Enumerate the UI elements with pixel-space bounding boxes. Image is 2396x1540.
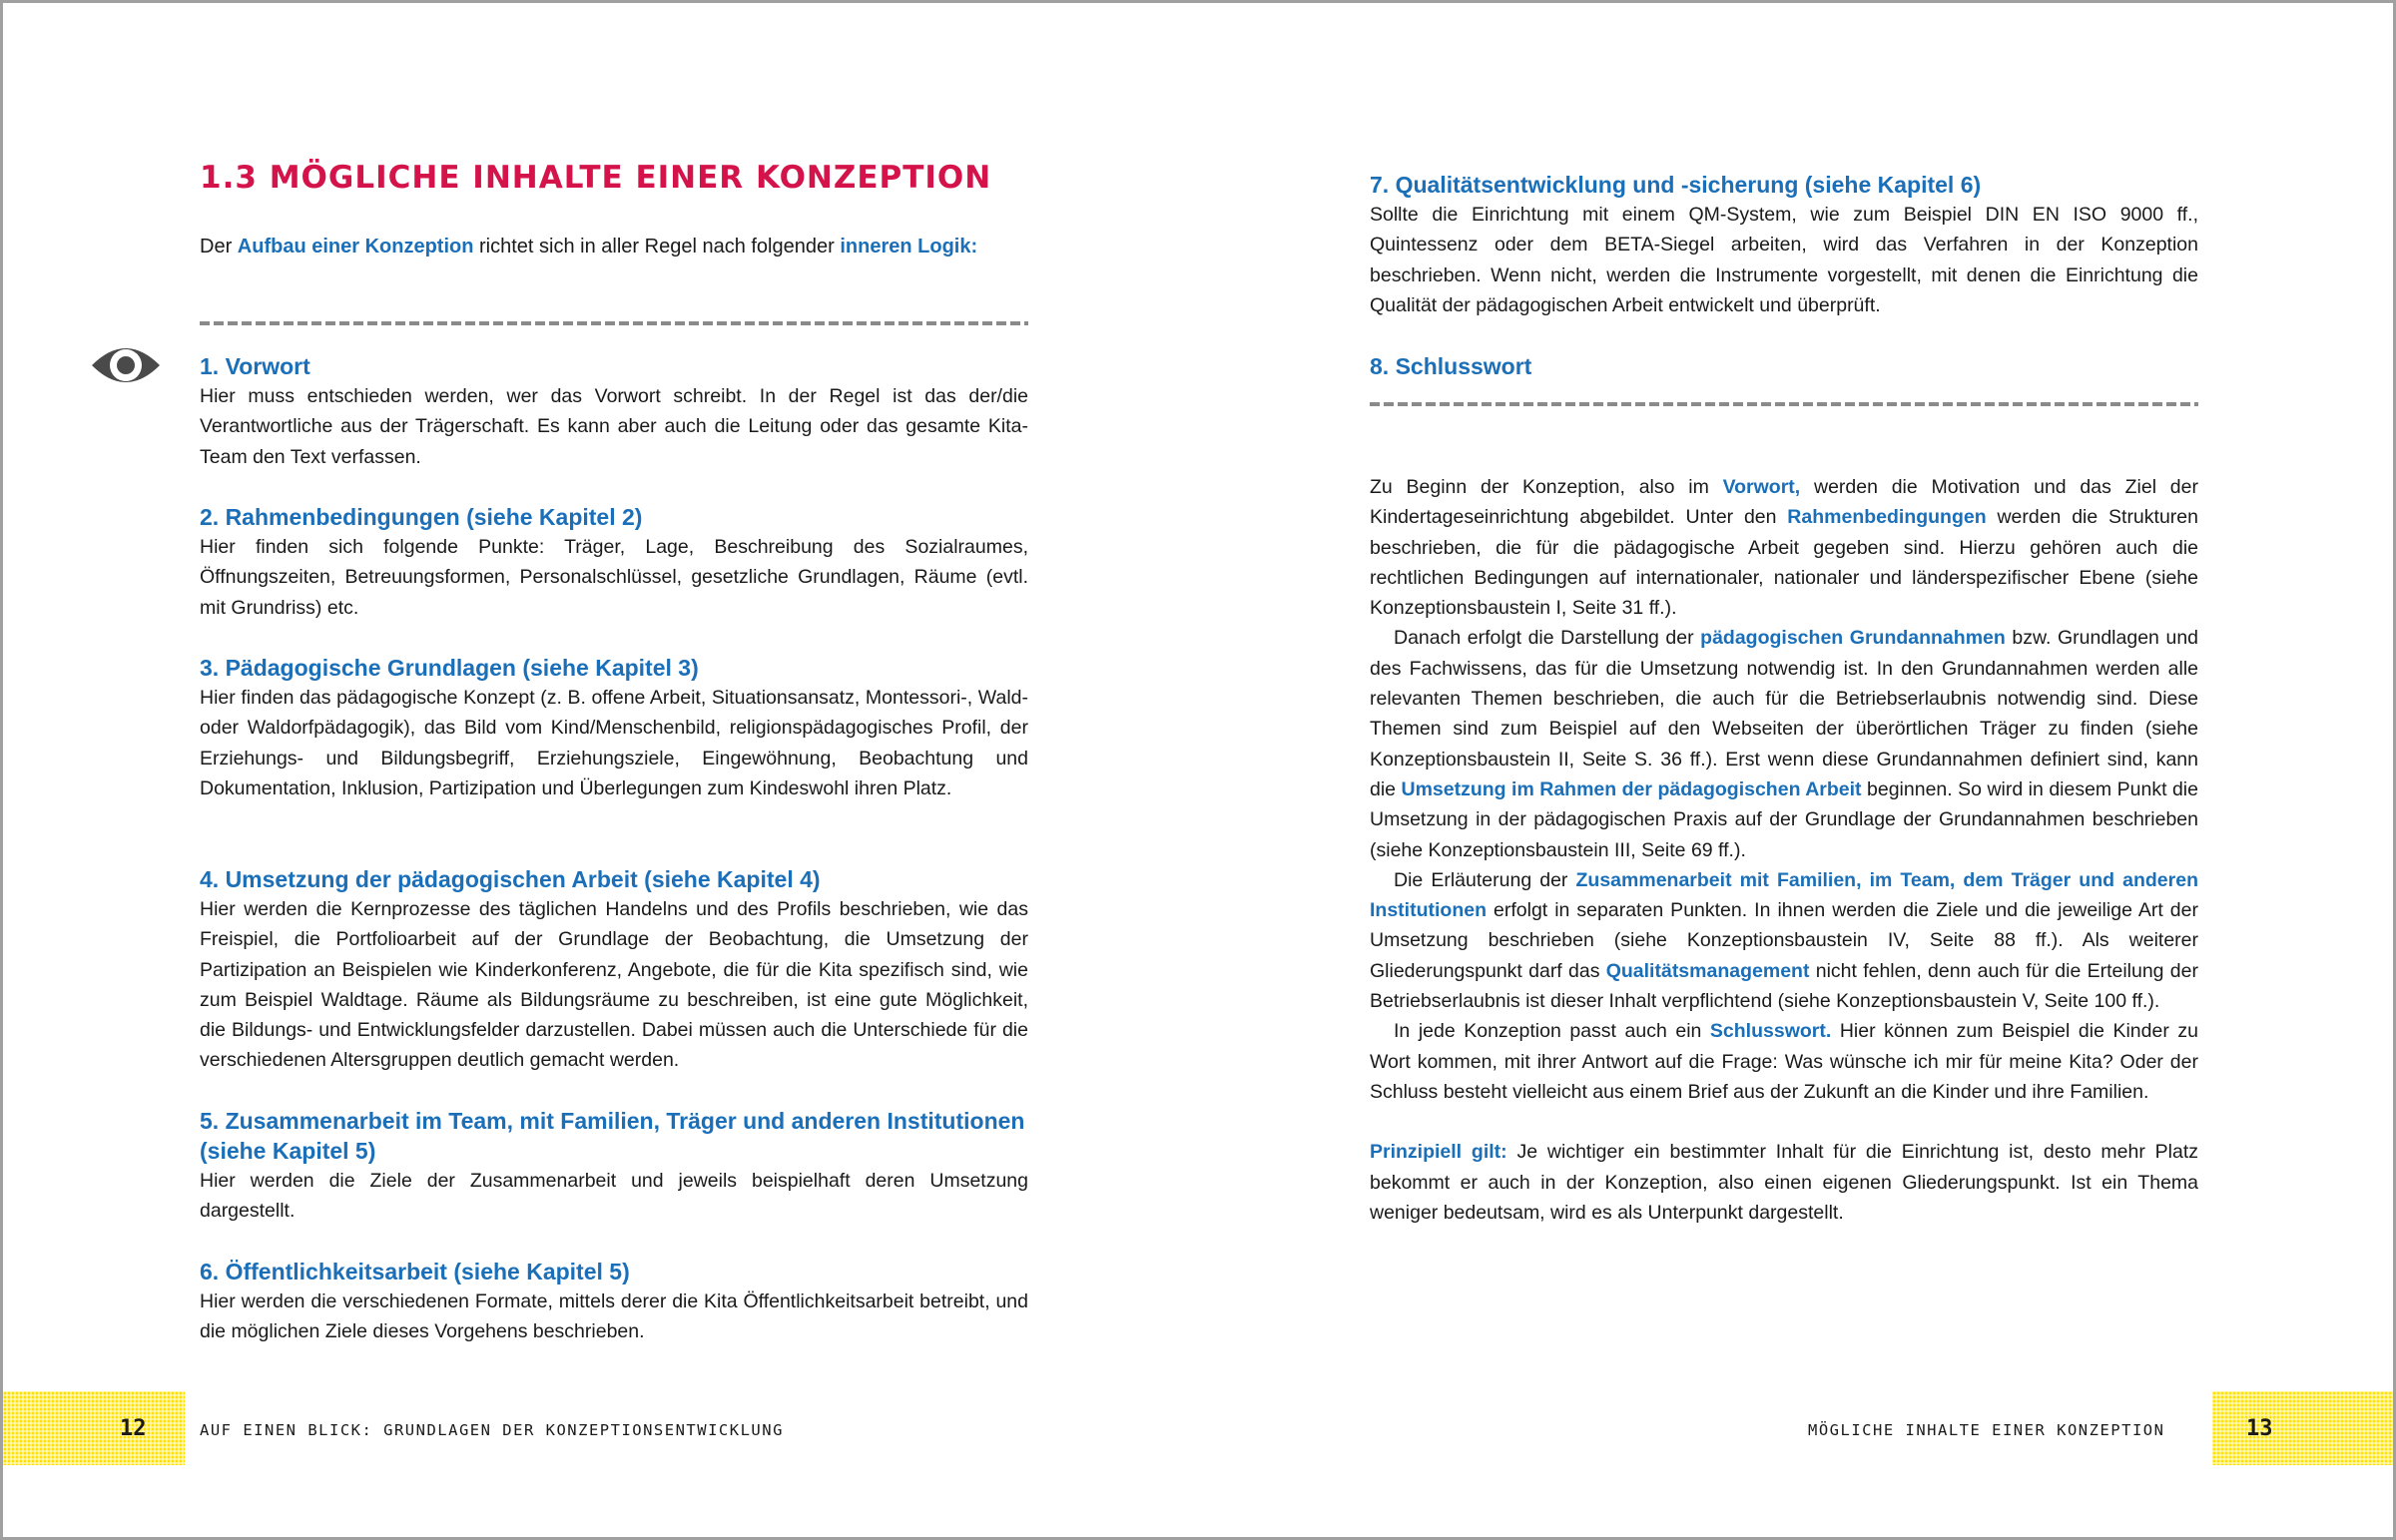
section-body: Hier werden die Kernprozesse des täglichen Handelns und des Profils beschrieben, wie das Freispiel, die Portfolioarbeit auf der Grundlage der Beobachtung, die Umsetzung der Partizipation an Beispielen wie Kinderkonferenz, Angebote, die für die Kita spezifisch sind, wie zum Beispiel Waldtage. Räume als Bildungsräume zu beschreiben, ist eine gute Möglichkeit, die Bildungs- und Entwicklungsfelder darzustellen. Dabei müssen auch die Unterschiede für die verschiedenen Altersgruppen deutlich gemacht werden. [200, 898, 1028, 1072]
paragraph-grundannahmen [1370, 623, 2198, 864]
section-heading: 8. Schlusswort [1370, 353, 1532, 379]
section-schlusswort [1370, 351, 2198, 381]
section-qualitaet [1370, 170, 2198, 320]
chapter-title: 1.3 MÖGLICHE INHALTE EINER KONZEPTION [200, 160, 992, 196]
text-run: Danach erfolgt die Darstellung der [1394, 627, 1701, 650]
section-body: Hier werden die verschiedenen Formate, mittels derer die Kita Öffentlichkeitsarbeit betreibt, und die möglichen Ziele dieses Vorgehens beschrieben. [200, 1290, 1028, 1343]
text-run: bzw. Grundlagen und des Fachwissens, das für die Umsetzung notwendig ist. In den Grundannahmen werden alle relevanten Themen beschrieben, die auch für die Betriebserlaubnis notwendig sind. Diese Themen sind zum Beispiel auf den Webseiten der überörtlichen Träger zu finden (siehe Konzeptionsbaustein II, Seite S. 36 ff.). Erst wenn diese Grundannahmen definiert sind, kann die [1370, 627, 2199, 800]
text-run: Zu Beginn der Konzeption, also im [1370, 476, 1723, 498]
intro-highlight-aufbau: Aufbau einer Konzeption [237, 236, 474, 257]
page-number: 13 [2246, 1416, 2273, 1441]
highlight-term: Umsetzung im Rahmen der pädagogischen Arbeit [1401, 777, 1862, 800]
text-run: Die Erläuterung der [1394, 868, 1576, 891]
highlight-term: Qualitätsmanagement [1605, 959, 1810, 982]
paragraph-zusammenarbeit [1370, 865, 2198, 1016]
highlight-term: Zusammenarbeit mit Familien, im Team, dem Träger und anderen Institutionen [1370, 868, 2198, 922]
section-rahmenbedingungen [200, 502, 1028, 623]
section-body: Sollte die Einrichtung mit einem QM-System, wie zum Beispiel DIN EN ISO 9000 ff., Quintessenz oder dem BETA-Siegel arbeiten, wird das Verfahren in der Konzeption beschrieben. Wenn nicht, werden die Instrumente vorgestellt, mit denen die Einrichtung die Qualität der pädagogischen Arbeit entwickelt und überprüft. [1370, 204, 2198, 316]
eye-icon [90, 337, 162, 393]
section-heading: 3. Pädagogische Grundlagen (siehe Kapitel 3) [200, 655, 699, 681]
highlight-term: Schlusswort. [1709, 1020, 1832, 1043]
text-run: erfolgt in separaten Punkten. In ihnen werden die Ziele und die jeweilige Art der Umsetzung beschrieben (siehe Konzeptionsbaustein IV, Seite 88 ff.). Als weiterer Gliederungspunkt darf das [1370, 899, 2198, 982]
section-heading: 6. Öffentlichkeitsarbeit (siehe Kapitel 5) [200, 1259, 630, 1284]
section-heading: 2. Rahmenbedingungen (siehe Kapitel 2) [200, 504, 643, 530]
section-paedagogische-grundlagen [200, 653, 1028, 803]
page-number: 12 [120, 1416, 147, 1441]
section-body: Hier finden sich folgende Punkte: Träger, Lage, Beschreibung des Sozialraumes, Öffnungszeiten, Betreuungsformen, Personalschlüssel, gesetzliche Grundlagen, Räume (evtl. mit Grundriss) etc. [200, 536, 1028, 619]
section-body: Hier finden das pädagogische Konzept (z. B. offene Arbeit, Situationsansatz, Montessori-, Wald- oder Waldorfpädagogik), das Bild vom Kind/Menschenbild, religionspädagogisches Profil, der Erziehungs- und Bildungsbegriff, Erziehungsziele, Eingewöhnung, Beobachtung und Dokumentation, Inklusion, Partizipation und Überlegungen zum Kindeswohl ihren Platz. [200, 687, 1028, 799]
paragraph-schlusswort [1370, 1016, 2198, 1107]
section-heading: 1. Vorwort [200, 353, 310, 379]
section-body: Hier muss entschieden werden, wer das Vorwort schreibt. In der Regel ist das der/die Verantwortliche aus der Trägerschaft. Es kann aber auch die Leitung oder das gesamte Kita-Team den Text verfassen. [200, 385, 1028, 468]
running-title: AUF EINEN BLICK: GRUNDLAGEN DER KONZEPTIONSENTWICKLUNG [200, 1421, 784, 1439]
highlight-term: Vorwort, [1722, 476, 1801, 498]
section-heading: 4. Umsetzung der pädagogischen Arbeit (siehe Kapitel 4) [200, 866, 821, 892]
section-vorwort [200, 351, 1028, 472]
page-number-box [2212, 1391, 2393, 1465]
summary-text [1370, 472, 2198, 1228]
text-run: Je wichtiger ein bestimmter Inhalt für die Einrichtung ist, desto mehr Platz bekommt er auch in der Konzeption, also einen eigenen Gliederungspunkt. Ist ein Thema weniger bedeutsam, wird es als Unterpunkt dargestellt. [1370, 1141, 2198, 1224]
highlight-term: Prinzipiell gilt: [1370, 1141, 1507, 1164]
text-run: Hier können zum Beispiel die Kinder zu Wort kommen, mit ihrer Antwort auf die Frage: Was wünsche ich mir für meine Kita? Oder der Schluss besteht vielleicht aus einem Brief aus der Zukunft an die Kinder und ihre Familien. [1370, 1020, 2198, 1103]
section-zusammenarbeit [200, 1106, 1028, 1227]
section-oeffentlichkeitsarbeit [200, 1257, 1028, 1347]
running-title-right: MÖGLICHE INHALTE EINER KONZEPTION [1808, 1421, 2165, 1439]
intro-part: richtet sich in aller Regel nach folgender [473, 236, 841, 257]
paragraph-prinzip [1370, 1137, 2198, 1228]
page-number-box [3, 1391, 185, 1465]
text-run: nicht fehlen, denn auch für die Erteilung der Betriebserlaubnis ist dieser Inhalt verpflichtend (siehe Konzeptionsbaustein V, Seite 100 ff.). [1370, 959, 2198, 1013]
highlight-term: pädagogischen Grundannahmen [1700, 627, 2006, 650]
intro-text [200, 232, 1028, 261]
intro-part: Der [200, 236, 238, 257]
section-umsetzung [200, 864, 1028, 1076]
text-run: In jede Konzeption passt auch ein [1394, 1020, 1710, 1043]
section-body: Hier werden die Ziele der Zusammenarbeit und jeweils beispielhaft deren Umsetzung dargestellt. [200, 1170, 1028, 1223]
section-heading: 7. Qualitätsentwicklung und -sicherung (siehe Kapitel 6) [1370, 172, 1982, 198]
text-run: werden die Motivation und das Ziel der Kindertageseinrichtung abgebildet. Unter den [1370, 476, 2198, 529]
dashed-divider [200, 321, 1028, 325]
text-run: werden die Strukturen beschrieben, die für die pädagogische Arbeit gegeben sind. Hierzu gehören auch die rechtlichen Bedingungen auf internationaler, nationaler und länderspezifischer Ebene (siehe Konzeptionsbaustein I, Seite 31 ff.). [1370, 506, 2198, 620]
dashed-divider [1370, 402, 2198, 406]
section-heading: 5. Zusammenarbeit im Team, mit Familien, Träger und anderen Institutionen (siehe Kapitel 5) [200, 1108, 1025, 1164]
highlight-term: Rahmenbedingungen [1787, 506, 1987, 529]
paragraph-vorwort [1370, 472, 2198, 623]
intro-highlight-logik: inneren Logik: [840, 236, 978, 257]
text-run: beginnen. So wird in diesem Punkt die Umsetzung in der pädagogischen Praxis auf der Grundlage der Grundannahmen beschrieben (siehe Konzeptionsbaustein III, Seite 69 ff.). [1370, 777, 2198, 861]
